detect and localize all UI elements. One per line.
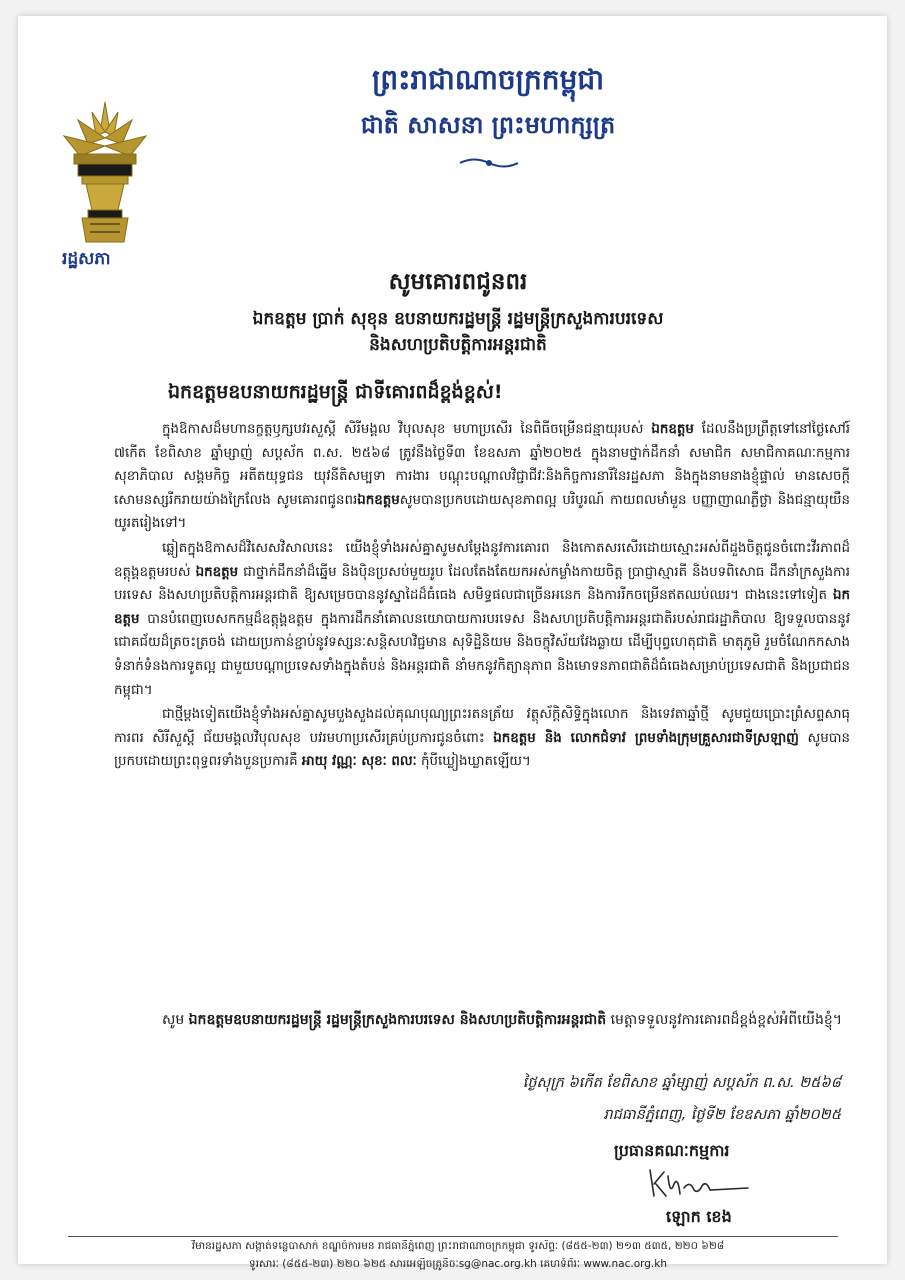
bold-run: ឯកឧត្តម xyxy=(195,564,239,580)
text-run: ឆ្លៀតក្នុងឱកាសដ៏វិសេសវិសាលនេះ យើងខ្ញុំទាំងអស់គ្នាសូមសម្តែងនូវការគោរព និងកោតសរសើរដោយស្មោះអស់ពីដួងចិត្តជូនចំពោះវីរភាពដ៏ឧត្តុង្គឧត្តមរបស់ xyxy=(114,540,850,580)
bold-run: ឯកឧត្តម xyxy=(357,492,400,508)
text-run: កុំបីឃ្លៀងឃ្លាតឡើយ។ xyxy=(416,754,531,770)
addressee-line-2: និងសហប្រតិបត្តិការអន្តរជាតិ xyxy=(369,335,547,355)
handwritten-signature-icon xyxy=(644,1166,754,1202)
sender-institution: រដ្ឋសភា xyxy=(62,249,111,269)
bold-run: ឯកឧត្តមឧបនាយករដ្ឋមន្ត្រី រដ្ឋមន្ត្រីក្រសួងការបរទេស និងសហប្រតិបត្តិការអន្តរជាតិ xyxy=(188,1012,607,1028)
body-paragraph-2 xyxy=(114,537,850,702)
addressee-block xyxy=(78,306,838,358)
text-run: សូមបានប្រកបដោយព្រះពុទ្ធពរទាំងបួនប្រការគឺ xyxy=(114,730,850,770)
letter-page xyxy=(18,16,887,1270)
letter-title: សូមគោរពជូនពរ xyxy=(388,269,528,295)
addressee-line-1: ឯកឧត្តម ប្រាក់ សុខុន ឧបនាយករដ្ឋមន្ត្រី រដ្ឋមន្ត្រីក្រសួងការបរទេស xyxy=(252,309,664,329)
text-run: សូមបានប្រកបដោយសុខភាពល្អ បរិបូរណ៍ កាយពលមាំមួន បញ្ញាញាណភ្លឺថ្លា និងជន្មាយុយឺនយូរតរៀងទៅ។ xyxy=(114,492,850,532)
text-run: ក្នុងឱកាសដ៏មហានក្ខត្តឫក្សបវរសួស្តី សិរីមង្គល វិបុលសុខ មហាប្រសើរ នៃពិធីចម្រើនជន្មាយុរបស់ xyxy=(162,422,652,437)
body-paragraph-1 xyxy=(114,418,850,536)
motto-heading: ជាតិ សាសនា ព្រះមហាក្សត្រ xyxy=(360,111,616,139)
body-paragraph-3 xyxy=(114,703,850,774)
national-assembly-emblem-icon xyxy=(60,98,150,248)
bold-run: ឯកឧត្តម និង លោកជំទាវ ព្រមទាំងក្រុមគ្រួសារជាទីស្រឡាញ់ xyxy=(493,730,799,746)
letter-body xyxy=(114,418,850,775)
place-and-solar-date: រាជធានីភ្នំពេញ, ថ្ងៃទី២ ខែឧសភា ឆ្នាំ២០២៥ xyxy=(603,1107,841,1123)
salutation: ឯកឧត្តមឧបនាយករដ្ឋមន្ត្រី ជាទីគោរពដ៏ខ្ពង់ខ្ពស់! xyxy=(168,381,503,403)
kingdom-heading: ព្រះរាជាណាចក្រកម្ពុជា xyxy=(371,63,604,96)
text-run: សូម xyxy=(162,1012,189,1028)
text-run: បានបំពេញបេសកកម្មដ៏ឧត្តុង្គឧត្តម ក្នុងការដឹកនាំគោលនយោបាយការបរទេស និងសហប្រតិបត្តិការអន្តរជាតិរបស់រាជរដ្ឋាភិបាល ឱ្យទទួលបាននូវជោគជ័យដ៏ត្រចះត្រចង់ ដោយប្រកាន់ខ្ជាប់នូវទស្សនៈសន្តិសហវិជ្ជមាន សុទិដ្ឋិនិយម និងចក្ខុវិស័យវែងឆ្ងាយ ដើម្បីបុព្វហេតុជាតិ មាតុភូមិ រួមចំណែកកសាងទំនាក់ទំនងការទូតល្អ ជាមួយបណ្តាប្រទេសទាំងក្នុងតំបន់ និងអន្តរជាតិ នាំមកនូវកិត្យានុភាព និងមោទនភាពជាតិដ៏ធំធេងសម្រាប់ប្រទេសជាតិ និងប្រជាជនកម្ពុជា។ xyxy=(114,611,850,698)
text-run: ដែលនឹងប្រព្រឹត្តទៅនៅថ្ងៃសៅរ៍ ៧កើត ខែពិសាខ ឆ្នាំម្សាញ់ សប្តស័ក ព.ស. ២៥៦៨ ត្រូវនឹងថ្ងៃទី៣ ខែឧសភា ឆ្នាំ២០២៥ ក្នុងនាមថ្នាក់ដឹកនាំ សមាជិក សមាជិកាគណៈកម្មការសុខាភិបាល សង្គមកិច្ច អតីតយុទ្ធជន យុវនីតិសម្បទា ការងារ បណ្តុះបណ្តាលវិជ្ជាជីវៈនិងកិច្ចការនារីនៃរដ្ឋសភា និងក្នុងនាមនាងខ្ញុំផ្ទាល់ មានសេចក្តីសោមនស្សរីករាយយ៉ាងក្រៃលែង សូមគោរពជូនពរ xyxy=(114,422,850,508)
text-run: មេត្តាទទួលនូវការគោរពដ៏ខ្ពង់ខ្ពស់អំពីយើងខ្ញុំ។ xyxy=(606,1012,842,1028)
bold-run: ឯកឧត្តម xyxy=(114,588,850,627)
bold-run: អាយុ វណ្ណៈ សុខៈ ពលៈ xyxy=(301,754,417,770)
footer-divider xyxy=(68,1236,838,1237)
footer-address: វិមានរដ្ឋសភា សង្កាត់ទន្លេបាសាក់ ខណ្ឌចំការមន រាជធានីភ្នំពេញ ព្រះរាជាណាចក្រកម្ពុជា ទូរស័ព្ទៈ (៨៥៥-២៣) ២១៣ ៥៣៥, ២២០ ៦២៨ xyxy=(191,1240,725,1252)
lunar-date: ថ្ងៃសុក្រ ៦កើត ខែពិសាខ ឆ្នាំម្សាញ់ សប្តស័ក ព.ស. ២៥៦៨ xyxy=(522,1075,841,1091)
bold-run: ឯកឧត្តម xyxy=(651,422,694,437)
signatory-title: ប្រធានគណៈកម្មការ xyxy=(614,1141,730,1160)
closing-paragraph xyxy=(114,1008,850,1033)
text-run: ជាថ្មីម្តងទៀតយើងខ្ញុំទាំងអស់គ្នាសូមបួងសួងដល់គុណបុណ្យព្រះរតនត្រ័យ វត្ថុស័ក្តិសិទ្ធិក្នុងលោក និងទេវតាឆ្នាំថ្មី សូមជួយប្រោះព្រំសព្ទសាធុការពរ សិរីសួស្តី ជ័យមង្គលវិបុលសុខ បវរមហាប្រសើរគ្រប់ប្រការជូនចំពោះ xyxy=(114,707,850,746)
footer-contact: ទូរសារៈ (៨៥៥-២៣) ២២០ ៦២៥ សារអេឡិចត្រូនិចៈsg@nac.org.kh គេហទំព័រៈ www.nac.org.kh xyxy=(249,1258,667,1270)
signatory-name: ឡោក ខេង xyxy=(666,1207,732,1226)
header-ornament-icon xyxy=(458,156,520,170)
text-run: ជាថ្នាក់ដឹកនាំដ៏ឆ្នើម និងប៉ិនប្រសប់មួយរូប ដែលតែងតែយកអស់កម្លាំងកាយចិត្ត ប្រាជ្ញាស្មារតី និងបទពិសោធ ដឹកនាំក្រសួងការបរទេស និងសហប្រតិបត្តិការអន្តរជាតិ ឱ្យសម្រេចបាននូវស្នាដៃដ៏ធំធេង សមិទ្ធផលជាច្រើនអនេក និងការរីកចម្រើនឥតឈប់ឈរ។ ជាងនេះទៅទៀត xyxy=(114,564,850,604)
